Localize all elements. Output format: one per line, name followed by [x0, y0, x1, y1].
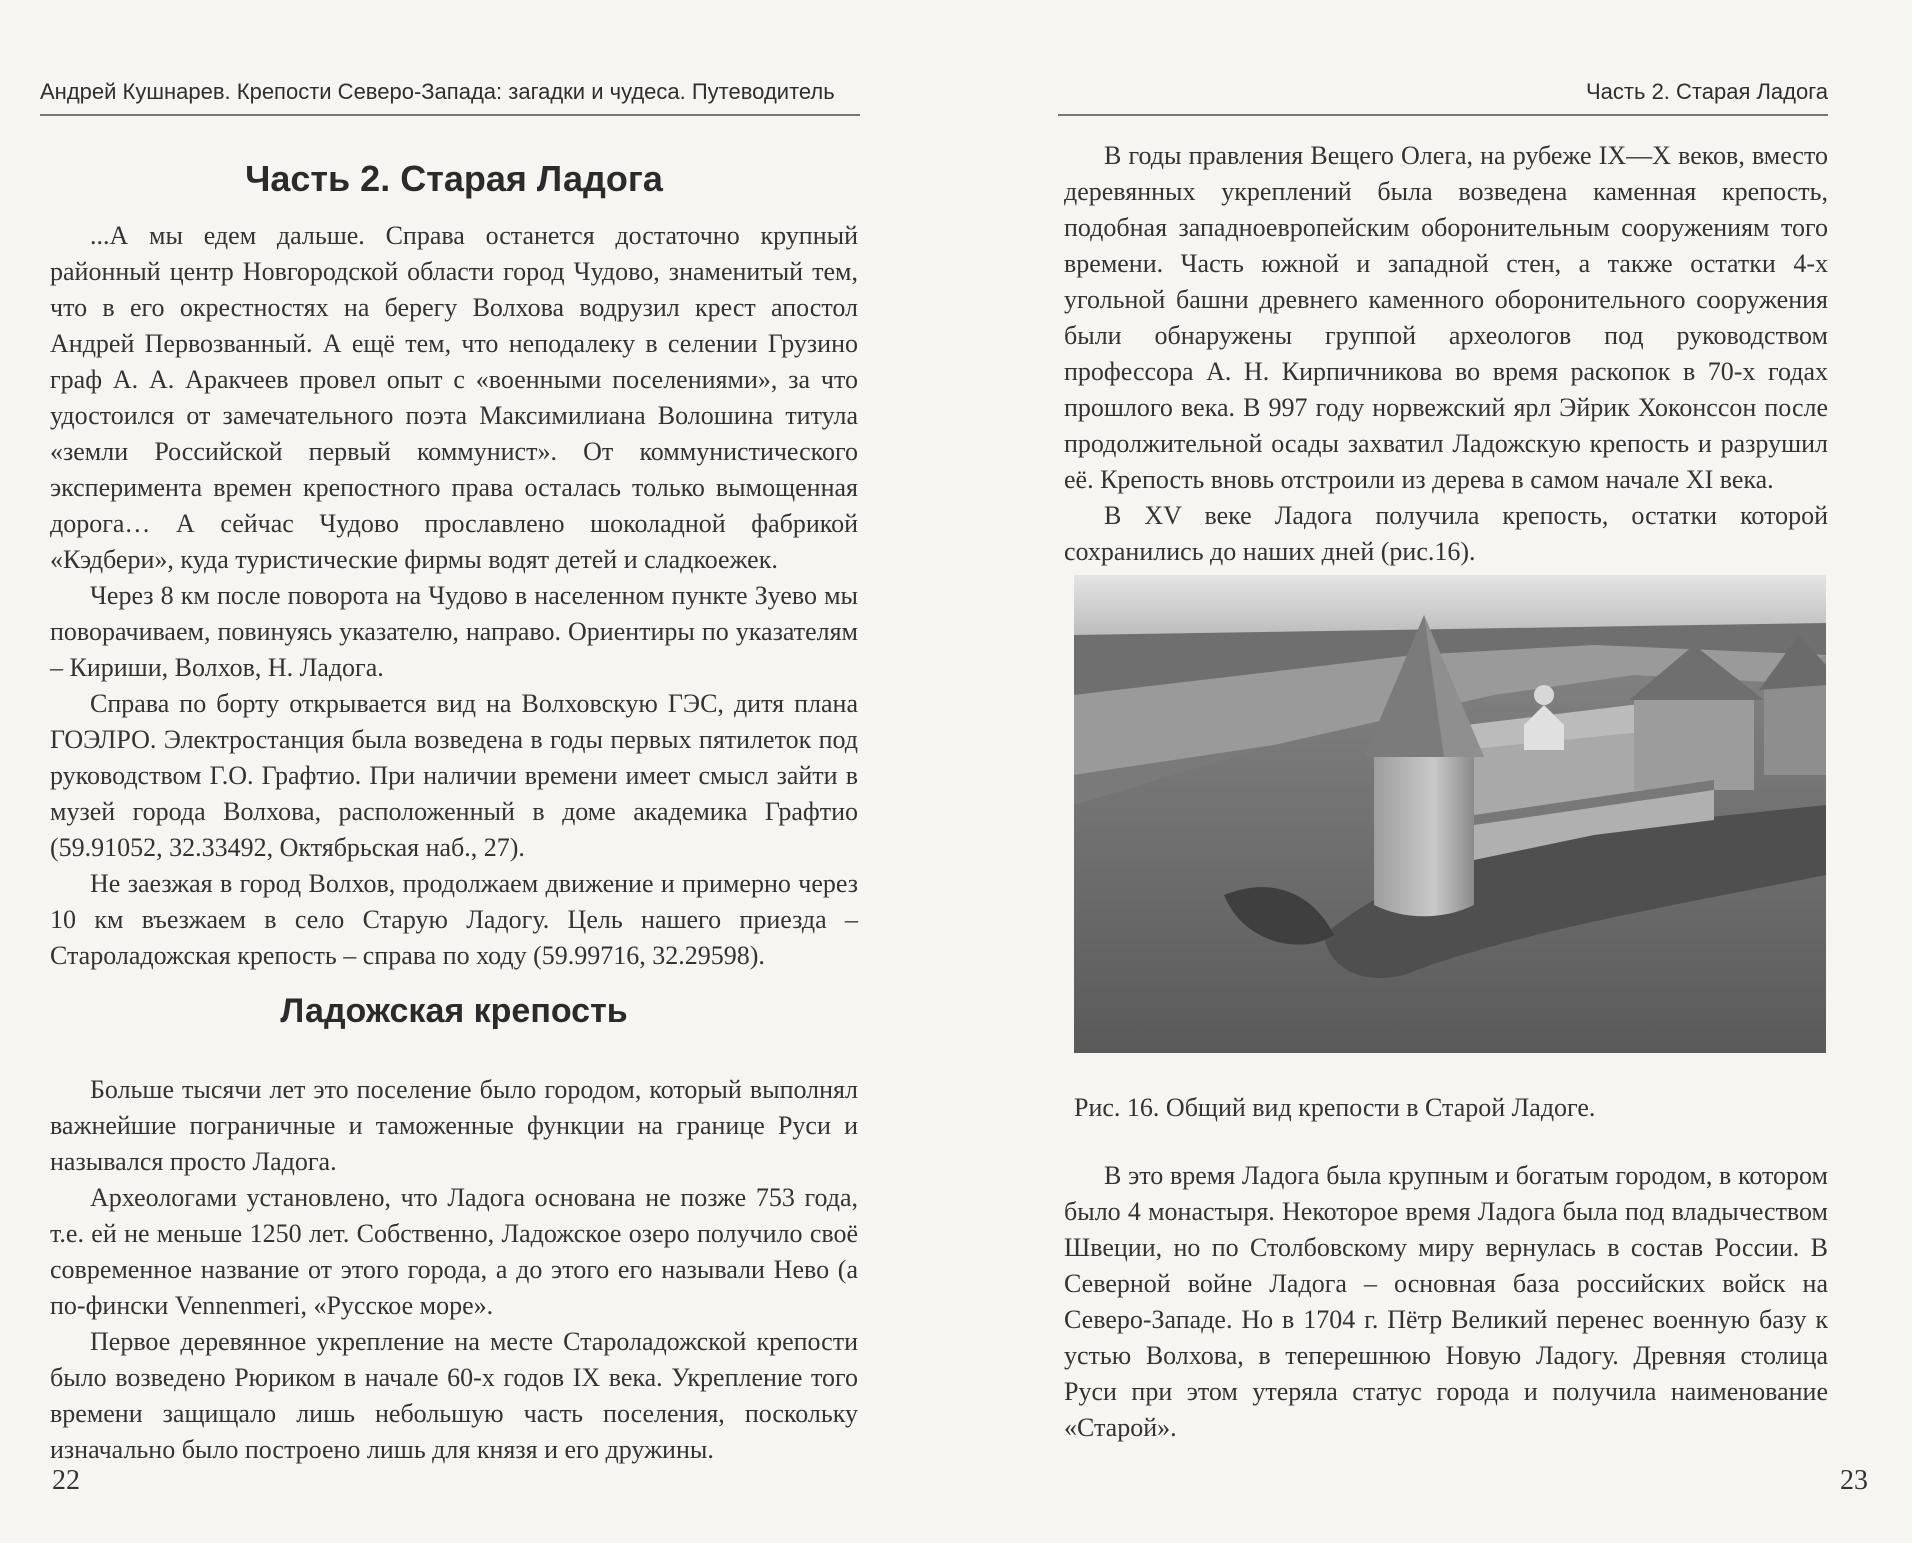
fortress-photo-illustration — [1074, 575, 1826, 1053]
paragraph: Не заезжая в город Волхов, продолжаем движение и примерно через 10 км въезжаем в село Старую Ладогу. Цель нашего приезда – Староладожская крепость – справа по ходу (59.99716, 32.29598). — [50, 869, 858, 970]
paragraph: Справа по борту открывается вид на Волховскую ГЭС, дитя плана ГОЭЛРО. Электростанция была возведена в годы первых пятилеток под руководством Г.О. Графтио. При наличии времени имеет смысл зайти в музей города Волхова, расположенный в доме академика Графтио (59.91052, 32.33492, Октябрьская наб., 27). — [50, 689, 858, 862]
left-running-head: Андрей Кушнарев. Крепости Северо-Запада: загадки и чудеса. Путеводитель — [40, 70, 860, 116]
paragraph: В годы правления Вещего Олега, на рубеже IX—X веков, вместо деревянных укреплений была возведена каменная крепость, подобная западноевропейским оборонительным сооружениям того времени. Часть южной и западной стен, а также остатки 4-х угольной башни древнего каменного оборонительного сооружения были обнаружены группой археологов под руководством профессора А. Н. Кирпичникова во время раскопок в 70-х годах прошлого века. В 997 году норвежский ярл Эйрик Хоконссон после продолжительной осады захватил Ладожскую крепость и разрушил её. Крепость вновь отстроили из дерева в самом начале XI века. — [1064, 141, 1828, 494]
page-number: 22 — [52, 1465, 80, 1496]
figure-caption: Рис. 16. Общий вид крепости в Старой Ладоге. — [1074, 1093, 1596, 1122]
bottom-text — [1064, 1158, 1828, 1446]
paragraph: Первое деревянное укрепление на месте Староладожской крепости было возведено Рюриком в начале 60-х годов IX века. Укрепление того времени защищало лишь небольшую часть поселения, поскольку изначально было построено лишь для князя и его дружины. — [50, 1327, 858, 1464]
fortress-photo — [1074, 575, 1826, 1053]
paragraph: В XV веке Ладога получила крепость, остатки которой сохранились до наших дней (рис.16). — [1064, 501, 1828, 566]
right-running-head: Часть 2. Старая Ладога — [1058, 70, 1828, 116]
paragraph: В это время Ладога была крупным и богатым городом, в котором было 4 монастыря. Некоторое время Ладога была под владычеством Швеции, но по Столбовскому миру вернулась в состав России. В Северной войне Ладога – основная база российских войск на Северо-Западе. Но в 1704 г. Пётр Великий перенес военную базу к устью Волхова, в теперешнюю Новую Ладогу. Древняя столица Руси при этом утеряла статус города и получила наименование «Старой». — [1064, 1161, 1828, 1442]
paragraph: Археологами установлено, что Ладога основана не позже 753 года, т.е. ей не меньше 1250 лет. Собственно, Ладожское озеро получило своё современное название от этого города, а до этого его называли Нево (а по-фински Vennenmeri, «Русское море». — [50, 1183, 858, 1320]
right-page — [956, 0, 1912, 1543]
page-number: 23 — [1840, 1465, 1868, 1496]
paragraph: Через 8 км после поворота на Чудово в населенном пункте Зуево мы поворачиваем, повинуясь указателю, направо. Ориентиры по указателям – Кириши, Волхов, Н. Ладога. — [50, 581, 858, 682]
paragraph: Больше тысячи лет это поселение было городом, который выполнял важнейшие пограничные и таможенные функции на границе Руси и назывался просто Ладога. — [50, 1075, 858, 1176]
top-text — [1064, 138, 1828, 570]
section-text — [50, 1072, 858, 1468]
section-title: Ладожская крепость — [280, 992, 628, 1030]
paragraph: ...А мы едем дальше. Справа останется достаточно крупный районный центр Новгородской области город Чудово, знаменитый тем, что в его окрестностях на берегу Волхова водрузил крест апостол Андрей Первозванный. А ещё тем, что неподалеку в селении Грузино граф А. А. Аракчеев провел опыт с «военными поселениями», за что удостоился от замечательного поэта Максимилиана Волошина титула «земли Российской первый коммунист». От коммунистического эксперимента времен крепостного права осталась только вымощенная дорога… А сейчас Чудово прославлено шоколадной фабрикой «Кэдбери», куда туристические фирмы водят детей и сладкоежек. — [50, 221, 858, 574]
chapter-title: Часть 2. Старая Ладога — [245, 158, 663, 199]
intro-text — [50, 218, 858, 974]
